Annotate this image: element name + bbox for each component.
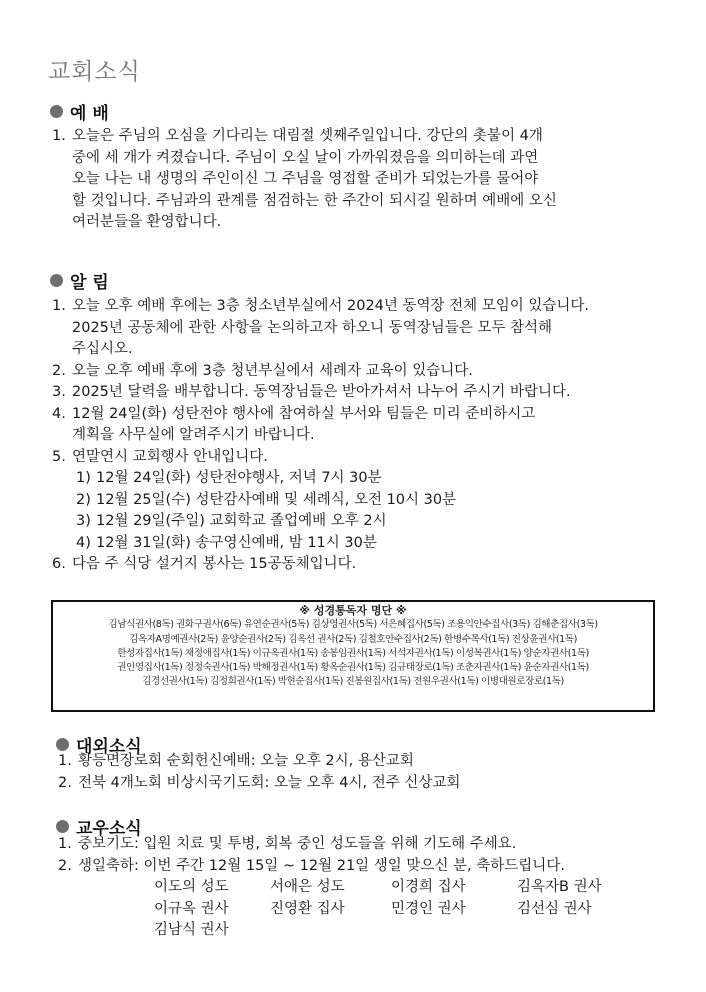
notices-list	[52, 296, 589, 576]
bullet-icon	[56, 738, 69, 751]
text-line: 2025년 공동체에 관한 사항을 논의하고자 하오니 동역장님들은 모두 참석해	[72, 319, 552, 336]
text-line: 연말연시 교회행사 안내입니다.	[72, 448, 268, 465]
text-line: 오늘 오후 예배 후에는 3층 청소년부실에서 2024년 동역장 전체 모임이 있습니다.	[72, 298, 590, 314]
bullet-icon	[56, 820, 69, 833]
text-line: 오늘 오후 예배 후에 3층 청년부실에서 세례자 교육이 있습니다.	[72, 362, 473, 379]
members-list	[58, 834, 565, 877]
birthday-text: 이번 주간 12월 15일 ~ 12월 21일 생일 맞으신 분, 축하드립니다.	[143, 857, 565, 874]
section-heading-notices	[50, 268, 109, 293]
sub-number: 1)	[76, 470, 91, 486]
item-number: 1.	[58, 836, 72, 852]
section-title: 알 림	[70, 273, 109, 293]
schedule-item	[52, 533, 589, 555]
bullet-icon	[50, 105, 63, 118]
birthday-name: 이경희 집사	[391, 879, 466, 895]
text-line: 중에 세 개가 켜졌습니다. 주님이 오실 날이 가까워졌음을 의미하는데 과연	[72, 149, 539, 166]
worship-paragraph	[52, 126, 557, 234]
reader-line: 김옥자A명예권사(2독) 윤양순권사(2독) 김옥선 권사(2독) 김철호안수집사(2독) 한병수목사(1독) 진상윤권사(1독)	[129, 633, 577, 645]
section-title: 예 배	[70, 104, 109, 124]
text-line: 황등면장로회 순회헌신예배: 오늘 오후 2시, 용산교회	[78, 753, 414, 769]
birthday-label: 생일축하:	[78, 857, 139, 874]
sub-number: 3)	[76, 513, 91, 529]
external-list	[58, 751, 460, 794]
birthday-name: 김선심 권사	[517, 900, 592, 917]
birthday-name: 이도의 성도	[154, 879, 229, 895]
schedule-text: 12월 24일(화) 성탄전야행사, 저녁 7시 30분	[96, 470, 382, 486]
text-line: 오늘 나는 내 생명의 주인이신 그 주님을 영접할 준비가 되었는가를 물어야	[72, 171, 539, 187]
schedule-text: 12월 31일(화) 송구영신예배, 밤 11시 30분	[96, 534, 377, 551]
section-title: 교우소식	[76, 819, 142, 839]
birthday-names	[154, 877, 637, 942]
item-number: 5.	[52, 448, 66, 465]
text-line: 다음 주 식당 설거지 봉사는 15공동체입니다.	[72, 556, 357, 572]
item-number: 1.	[52, 298, 66, 314]
page-title: 교회소식	[48, 59, 141, 85]
reader-line: 김경선권사(1독) 김정희권사(1독) 박현순집사(1독) 진봉원집사(1독) 전원우권사(1독) 이병대원로장로(1독)	[142, 676, 564, 688]
birthday-name: 이규옥 권사	[154, 900, 229, 917]
text-line: 계획을 사무실에 알려주시기 바랍니다.	[72, 427, 315, 443]
schedule-text: 12월 25일(수) 성탄감사예배 및 세례식, 오전 10시 30분	[96, 491, 457, 508]
sub-number: 2)	[76, 491, 91, 508]
bullet-icon	[50, 274, 63, 287]
bible-reading-box	[51, 600, 655, 712]
prayer-text: 입원 치료 및 투병, 회복 중인 성도들을 위해 기도해 주세요.	[143, 836, 517, 852]
schedule-item	[52, 511, 589, 533]
text-line: 2025년 달력을 배부합니다. 동역장님들은 받아가셔서 나누어 주시기 바랍니다.	[72, 384, 571, 400]
item-number: 2.	[52, 362, 66, 379]
birthday-name: 민경인 권사	[391, 900, 466, 917]
text-line: 오늘은 주님의 오심을 기다리는 대림절 셋째주일입니다. 강단의 촛불이 4개	[72, 128, 543, 144]
text-line: 할 것입니다. 주님과의 관계를 점검하는 한 주간이 되시길 원하며 예배에 오신	[72, 192, 557, 209]
reader-line: 권인영집사(1독) 정정숙권사(1독) 박해정권사(1독) 황옥순권사(1독) 김규태장로(1독) 조춘자권사(1독) 윤순자권사(1독)	[117, 662, 589, 674]
item-number: 2.	[58, 857, 72, 874]
text-line: 여러분들을 환영합니다.	[72, 214, 222, 230]
reader-line: 한성자집사(1독) 채정애집사(1독) 이규옥권사(1독) 송봉임권사(1독) 서석자권사(1독) 이성복권사(1독) 양순자권사(1독)	[117, 647, 589, 659]
schedule-text: 12월 29일(주일) 교회학교 졸업예배 오후 2시	[96, 513, 387, 529]
reader-line: 김남식권사(8독) 권화구권사(6독) 유연순권사(5독) 김상영권사(5독) 서은혜집사(5독) 조용익안수집사(3독) 김해춘집사(3독)	[108, 619, 598, 631]
section-heading-worship	[50, 99, 109, 124]
prayer-label: 중보기도:	[78, 836, 139, 852]
sub-number: 4)	[76, 534, 91, 551]
text-line: 12월 24일(화) 성탄전야 행사에 참여하실 부서와 팀들은 미리 준비하시고	[72, 405, 536, 422]
section-title: 대외소식	[76, 737, 142, 757]
schedule-item	[52, 468, 589, 490]
birthday-name: 김남식 권사	[154, 922, 229, 938]
schedule-item	[52, 490, 589, 512]
text-line: 전북 4개노회 비상시국기도회: 오늘 오후 4시, 전주 신상교회	[78, 774, 461, 791]
birthday-name: 진영환 집사	[270, 900, 345, 917]
item-number: 2.	[58, 774, 72, 791]
item-number: 1.	[58, 753, 72, 769]
item-number: 3.	[52, 384, 66, 400]
item-number: 6.	[52, 556, 66, 572]
birthday-name: 서애은 성도	[270, 879, 345, 895]
birthday-name: 김옥자B 권사	[517, 879, 602, 895]
item-number: 1.	[52, 128, 66, 144]
text-line: 주십시오.	[72, 341, 133, 357]
box-title: ※ 성경통독자 명단 ※	[299, 604, 407, 617]
item-number: 4.	[52, 405, 66, 422]
